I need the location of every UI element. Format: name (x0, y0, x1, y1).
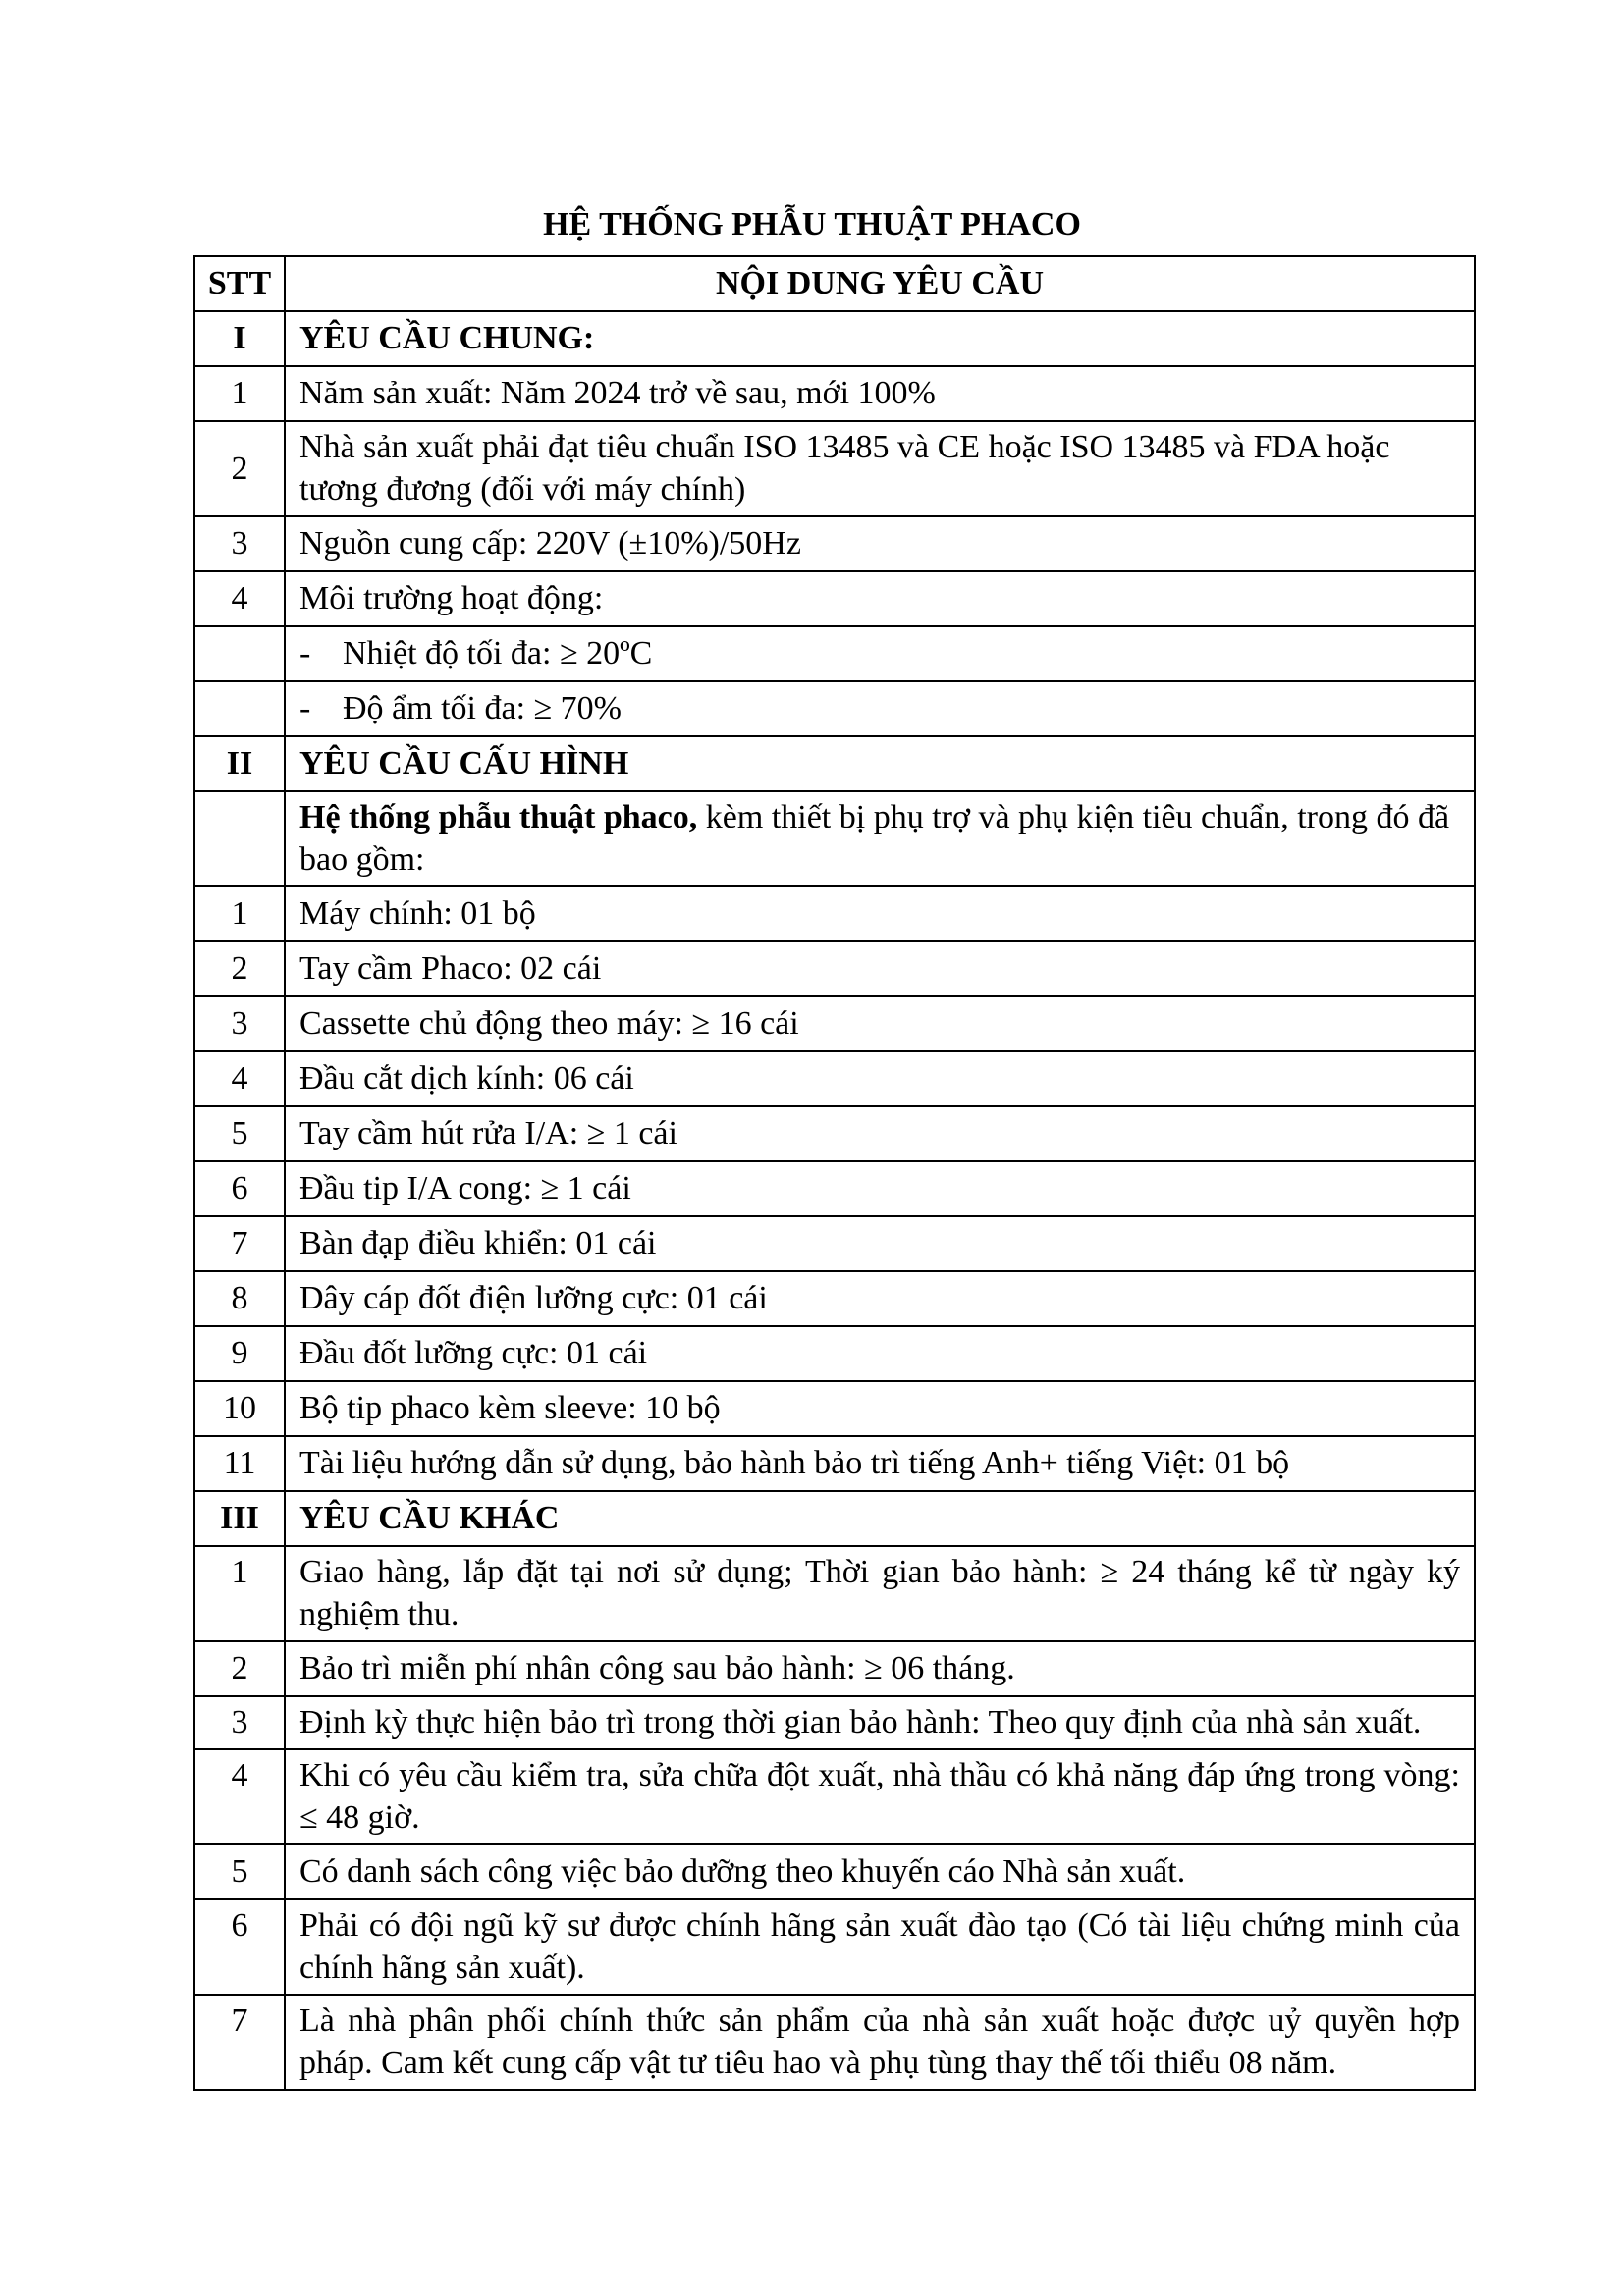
bullet-dash: - (299, 635, 311, 671)
row-number: 1 (194, 1546, 285, 1641)
row-text: Cassette chủ động theo máy: ≥ 16 cái (285, 996, 1475, 1051)
table-row (194, 1326, 1475, 1381)
row-text: Giao hàng, lắp đặt tại nơi sử dụng; Thời gian bảo hành: ≥ 24 tháng kể từ ngày ký nghiệm thu. (285, 1546, 1475, 1641)
section-row (194, 311, 1475, 366)
row-bullet-cell (285, 681, 1475, 736)
row-number: 5 (194, 1106, 285, 1161)
row-text: Dây cáp đốt điện lưỡng cực: 01 cái (285, 1271, 1475, 1326)
row-text: Nhiệt độ tối đa: ≥ 20ºC (343, 635, 653, 671)
intro-bold: Hệ thống phẫu thuật phaco, (299, 799, 698, 835)
table-row (194, 1436, 1475, 1491)
row-text: Đầu cắt dịch kính: 06 cái (285, 1051, 1475, 1106)
row-number: 7 (194, 1216, 285, 1271)
table-row (194, 941, 1475, 996)
table-header-row (194, 256, 1475, 311)
table-row (194, 421, 1475, 516)
row-text: Nguồn cung cấp: 220V (±10%)/50Hz (285, 516, 1475, 571)
row-text: Là nhà phân phối chính thức sản phẩm của nhà sản xuất hoặc được uỷ quyền hợp pháp. Cam kết cung cấp vật tư tiêu hao và phụ tùng thay thế tối thiểu 08 năm. (285, 1995, 1475, 2090)
section-row (194, 736, 1475, 791)
section-number: II (194, 736, 285, 791)
row-text: Tay cầm hút rửa I/A: ≥ 1 cái (285, 1106, 1475, 1161)
row-number: 6 (194, 1161, 285, 1216)
bullet-dash: - (299, 690, 311, 726)
row-text: Bàn đạp điều khiển: 01 cái (285, 1216, 1475, 1271)
row-text: Bảo trì miễn phí nhân công sau bảo hành: ≥ 06 tháng. (285, 1641, 1475, 1696)
row-number: 3 (194, 996, 285, 1051)
section-number: I (194, 311, 285, 366)
row-number: 3 (194, 516, 285, 571)
table-row (194, 1696, 1475, 1749)
row-number: 8 (194, 1271, 285, 1326)
row-text: Nhà sản xuất phải đạt tiêu chuẩn ISO 13485 và CE hoặc ISO 13485 và FDA hoặc tương đương (đối với máy chính) (285, 421, 1475, 516)
row-number: 4 (194, 571, 285, 626)
table-row (194, 1899, 1475, 1995)
row-number: 1 (194, 886, 285, 941)
row-text: Định kỳ thực hiện bảo trì trong thời gian bảo hành: Theo quy định của nhà sản xuất. (285, 1696, 1475, 1749)
header-stt: STT (194, 256, 285, 311)
row-number: 4 (194, 1749, 285, 1844)
row-number: 11 (194, 1436, 285, 1491)
row-number: 4 (194, 1051, 285, 1106)
table-row (194, 1051, 1475, 1106)
table-row (194, 516, 1475, 571)
row-number: 3 (194, 1696, 285, 1749)
table-row (194, 1161, 1475, 1216)
requirements-table (193, 255, 1476, 2091)
table-row (194, 1216, 1475, 1271)
section-intro-row (194, 791, 1475, 886)
intro-rest: kèm thiết bị phụ trợ và phụ kiện tiêu chuẩn, trong đó đã bao gồm: (299, 799, 1450, 878)
table-row (194, 1844, 1475, 1899)
header-content: NỘI DUNG YÊU CẦU (285, 256, 1475, 311)
row-number: 5 (194, 1844, 285, 1899)
row-number: 6 (194, 1899, 285, 1995)
row-text: Tay cầm Phaco: 02 cái (285, 941, 1475, 996)
section-heading: YÊU CẦU CẤU HÌNH (285, 736, 1475, 791)
table-row (194, 1641, 1475, 1696)
table-row (194, 1749, 1475, 1844)
row-number: 2 (194, 941, 285, 996)
row-number: 7 (194, 1995, 285, 2090)
table-row (194, 571, 1475, 626)
section-heading: YÊU CẦU KHÁC (285, 1491, 1475, 1546)
row-text: Máy chính: 01 bộ (285, 886, 1475, 941)
row-text: Môi trường hoạt động: (285, 571, 1475, 626)
table-row (194, 1995, 1475, 2090)
row-number: 2 (194, 421, 285, 516)
row-number: 10 (194, 1381, 285, 1436)
row-text: Đầu đốt lưỡng cực: 01 cái (285, 1326, 1475, 1381)
row-text: Phải có đội ngũ kỹ sư được chính hãng sản xuất đào tạo (Có tài liệu chứng minh của chính hãng sản xuất). (285, 1899, 1475, 1995)
table-row (194, 1271, 1475, 1326)
row-number (194, 681, 285, 736)
row-number: 9 (194, 1326, 285, 1381)
table-row (194, 1546, 1475, 1641)
row-text: Khi có yêu cầu kiểm tra, sửa chữa đột xuất, nhà thầu có khả năng đáp ứng trong vòng: ≤ 48 giờ. (285, 1749, 1475, 1844)
row-number-empty (194, 791, 285, 886)
table-row (194, 1381, 1475, 1436)
row-number: 2 (194, 1641, 285, 1696)
document-title: HỆ THỐNG PHẪU THUẬT PHACO (543, 206, 1081, 242)
table-row (194, 886, 1475, 941)
row-text: Đầu tip I/A cong: ≥ 1 cái (285, 1161, 1475, 1216)
table-row (194, 681, 1475, 736)
row-text: Có danh sách công việc bảo dưỡng theo khuyến cáo Nhà sản xuất. (285, 1844, 1475, 1899)
table-row (194, 626, 1475, 681)
row-text: Năm sản xuất: Năm 2024 trở về sau, mới 100% (285, 366, 1475, 421)
section-intro (285, 791, 1475, 886)
section-row (194, 1491, 1475, 1546)
row-text: Tài liệu hướng dẫn sử dụng, bảo hành bảo trì tiếng Anh+ tiếng Việt: 01 bộ (285, 1436, 1475, 1491)
section-heading: YÊU CẦU CHUNG: (285, 311, 1475, 366)
table-row (194, 366, 1475, 421)
section-number: III (194, 1491, 285, 1546)
row-number: 1 (194, 366, 285, 421)
row-bullet-cell (285, 626, 1475, 681)
row-number (194, 626, 285, 681)
row-text: Bộ tip phaco kèm sleeve: 10 bộ (285, 1381, 1475, 1436)
table-row (194, 996, 1475, 1051)
table-row (194, 1106, 1475, 1161)
row-text: Độ ẩm tối đa: ≥ 70% (343, 690, 623, 726)
